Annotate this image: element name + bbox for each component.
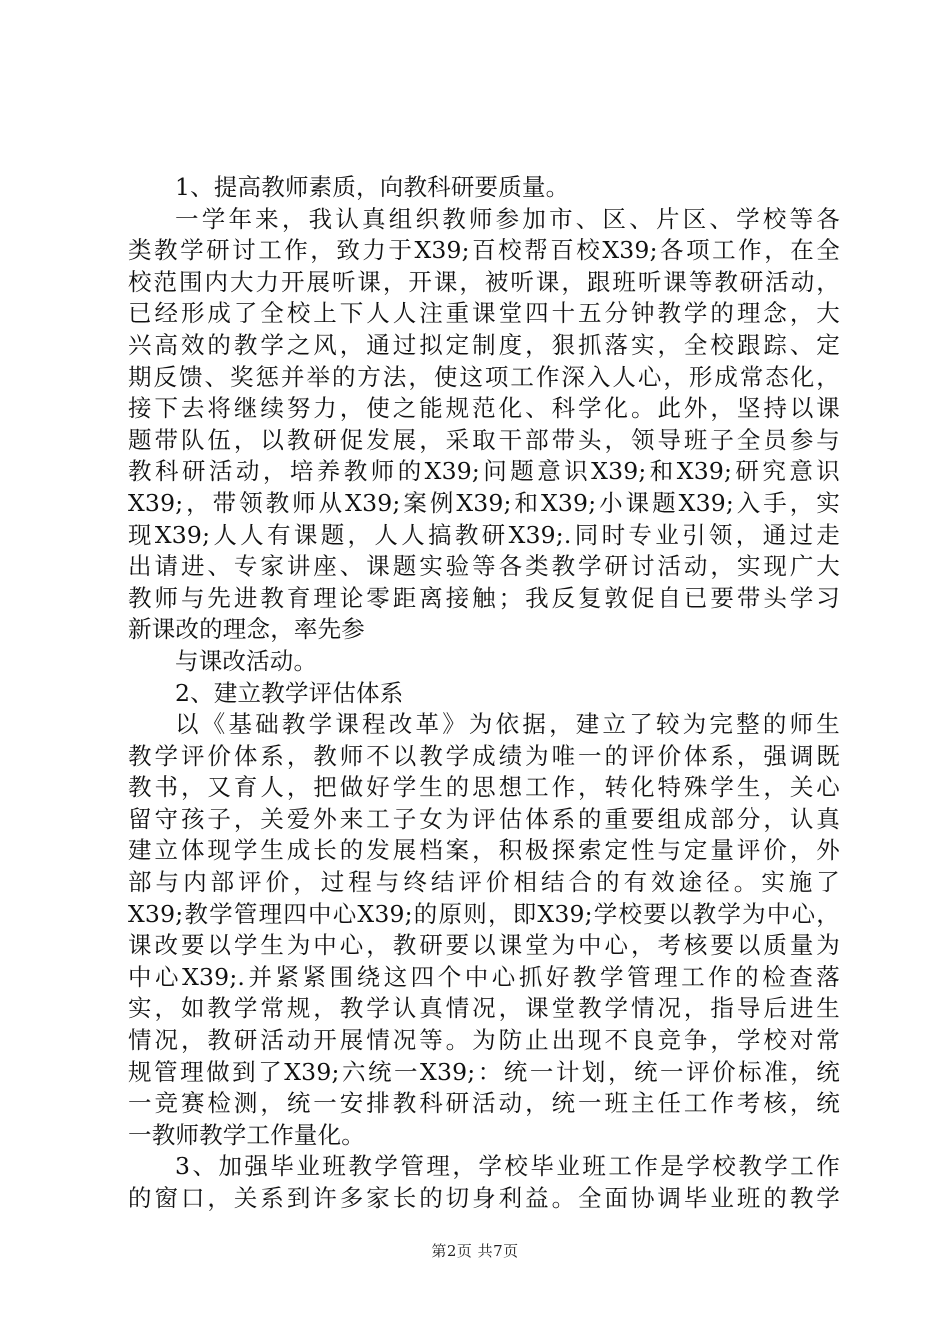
text-line: 实，如教学常规，教学认真情况，课堂教学情况，指导后进生 [128,994,840,1023]
text-line: 的窗口，关系到许多家长的切身利益。全面协调毕业班的教学 [128,1184,840,1212]
text-line: 中心X39;.并紧紧围绕这四个中心抓好教学管理工作的检查落 [128,962,840,991]
text-line: 与课改活动。 [175,646,318,675]
text-line: 校范围内大力开展听课，开课，被听课，跟班听课等教研活动， [128,267,840,296]
text-line: 建立体现学生成长的发展档案，积极探索定性与定量评价，外 [128,836,840,865]
text-line: 教师与先进教育理论零距离接触；我反复敦促自已要带头学习 [128,583,840,612]
text-line: 规管理做到了X39;六统一X39;：统一计划，统一评价标准，统 [128,1057,840,1086]
text-line: 情况，教研活动开展情况等。为防止出现不良竞争，学校对常 [128,1026,840,1055]
text-line: 部与内部评价，过程与终结评价相结合的有效途径。实施了 [128,868,840,897]
text-line: 教学评价体系，教师不以教学成绩为唯一的评价体系，强调既 [128,741,840,770]
text-line: 一学年来，我认真组织教师参加市、区、片区、学校等各 [175,204,840,233]
text-line: 1、提高教师素质，向教科研要质量。 [175,173,570,201]
text-line: 现X39;人人有课题，人人搞教研X39;.同时专业引领，通过走 [128,520,840,549]
text-line: 3、加强毕业班教学管理，学校毕业班工作是学校教学工作 [175,1152,840,1181]
text-line: 一竞赛检测，统一安排教科研活动，统一班主任工作考核，统 [128,1089,840,1118]
text-line: 以《基础教学课程改革》为依据，建立了较为完整的师生 [175,710,840,739]
text-line: 出请进、专家讲座、课题实验等各类教学研讨活动，实现广大 [128,552,840,581]
text-line: 2、建立教学评估体系 [175,678,404,707]
text-line: 接下去将继续努力，使之能规范化、科学化。此外，坚持以课 [128,394,840,423]
page-footer: 第2页 共7页 [431,1242,519,1260]
text-line: 一教师教学工作量化。 [128,1120,365,1149]
text-line: X39;，带领教师从X39;案例X39;和X39;小课题X39;入手，实 [128,488,840,517]
document-body [128,172,840,1215]
text-line: 留守孩子，关爱外来工子女为评估体系的重要组成部分，认真 [128,804,840,833]
text-line: 教科研活动，培养教师的X39;问题意识X39;和X39;研究意识 [128,457,840,486]
text-line: 兴高效的教学之风，通过拟定制度，狠抓落实，全校跟踪、定 [128,330,840,359]
text-line: X39;教学管理四中心X39;的原则，即X39;学校要以教学为中心， [128,899,840,928]
text-line: 类教学研讨工作，致力于X39;百校帮百校X39;各项工作，在全 [128,236,840,265]
text-line: 新课改的理念，率先参 [128,615,365,644]
text-line: 已经形成了全校上下人人注重课堂四十五分钟教学的理念，大 [128,299,840,328]
text-line: 题带队伍，以教研促发展，采取干部带头，领导班子全员参与 [128,425,840,454]
text-line: 课改要以学生为中心，教研要以课堂为中心，考核要以质量为 [128,931,840,960]
text-line: 教书，又育人，把做好学生的思想工作，转化特殊学生，关心 [128,773,840,802]
text-line: 期反馈、奖惩并举的方法，使这项工作深入人心，形成常态化， [128,362,840,391]
